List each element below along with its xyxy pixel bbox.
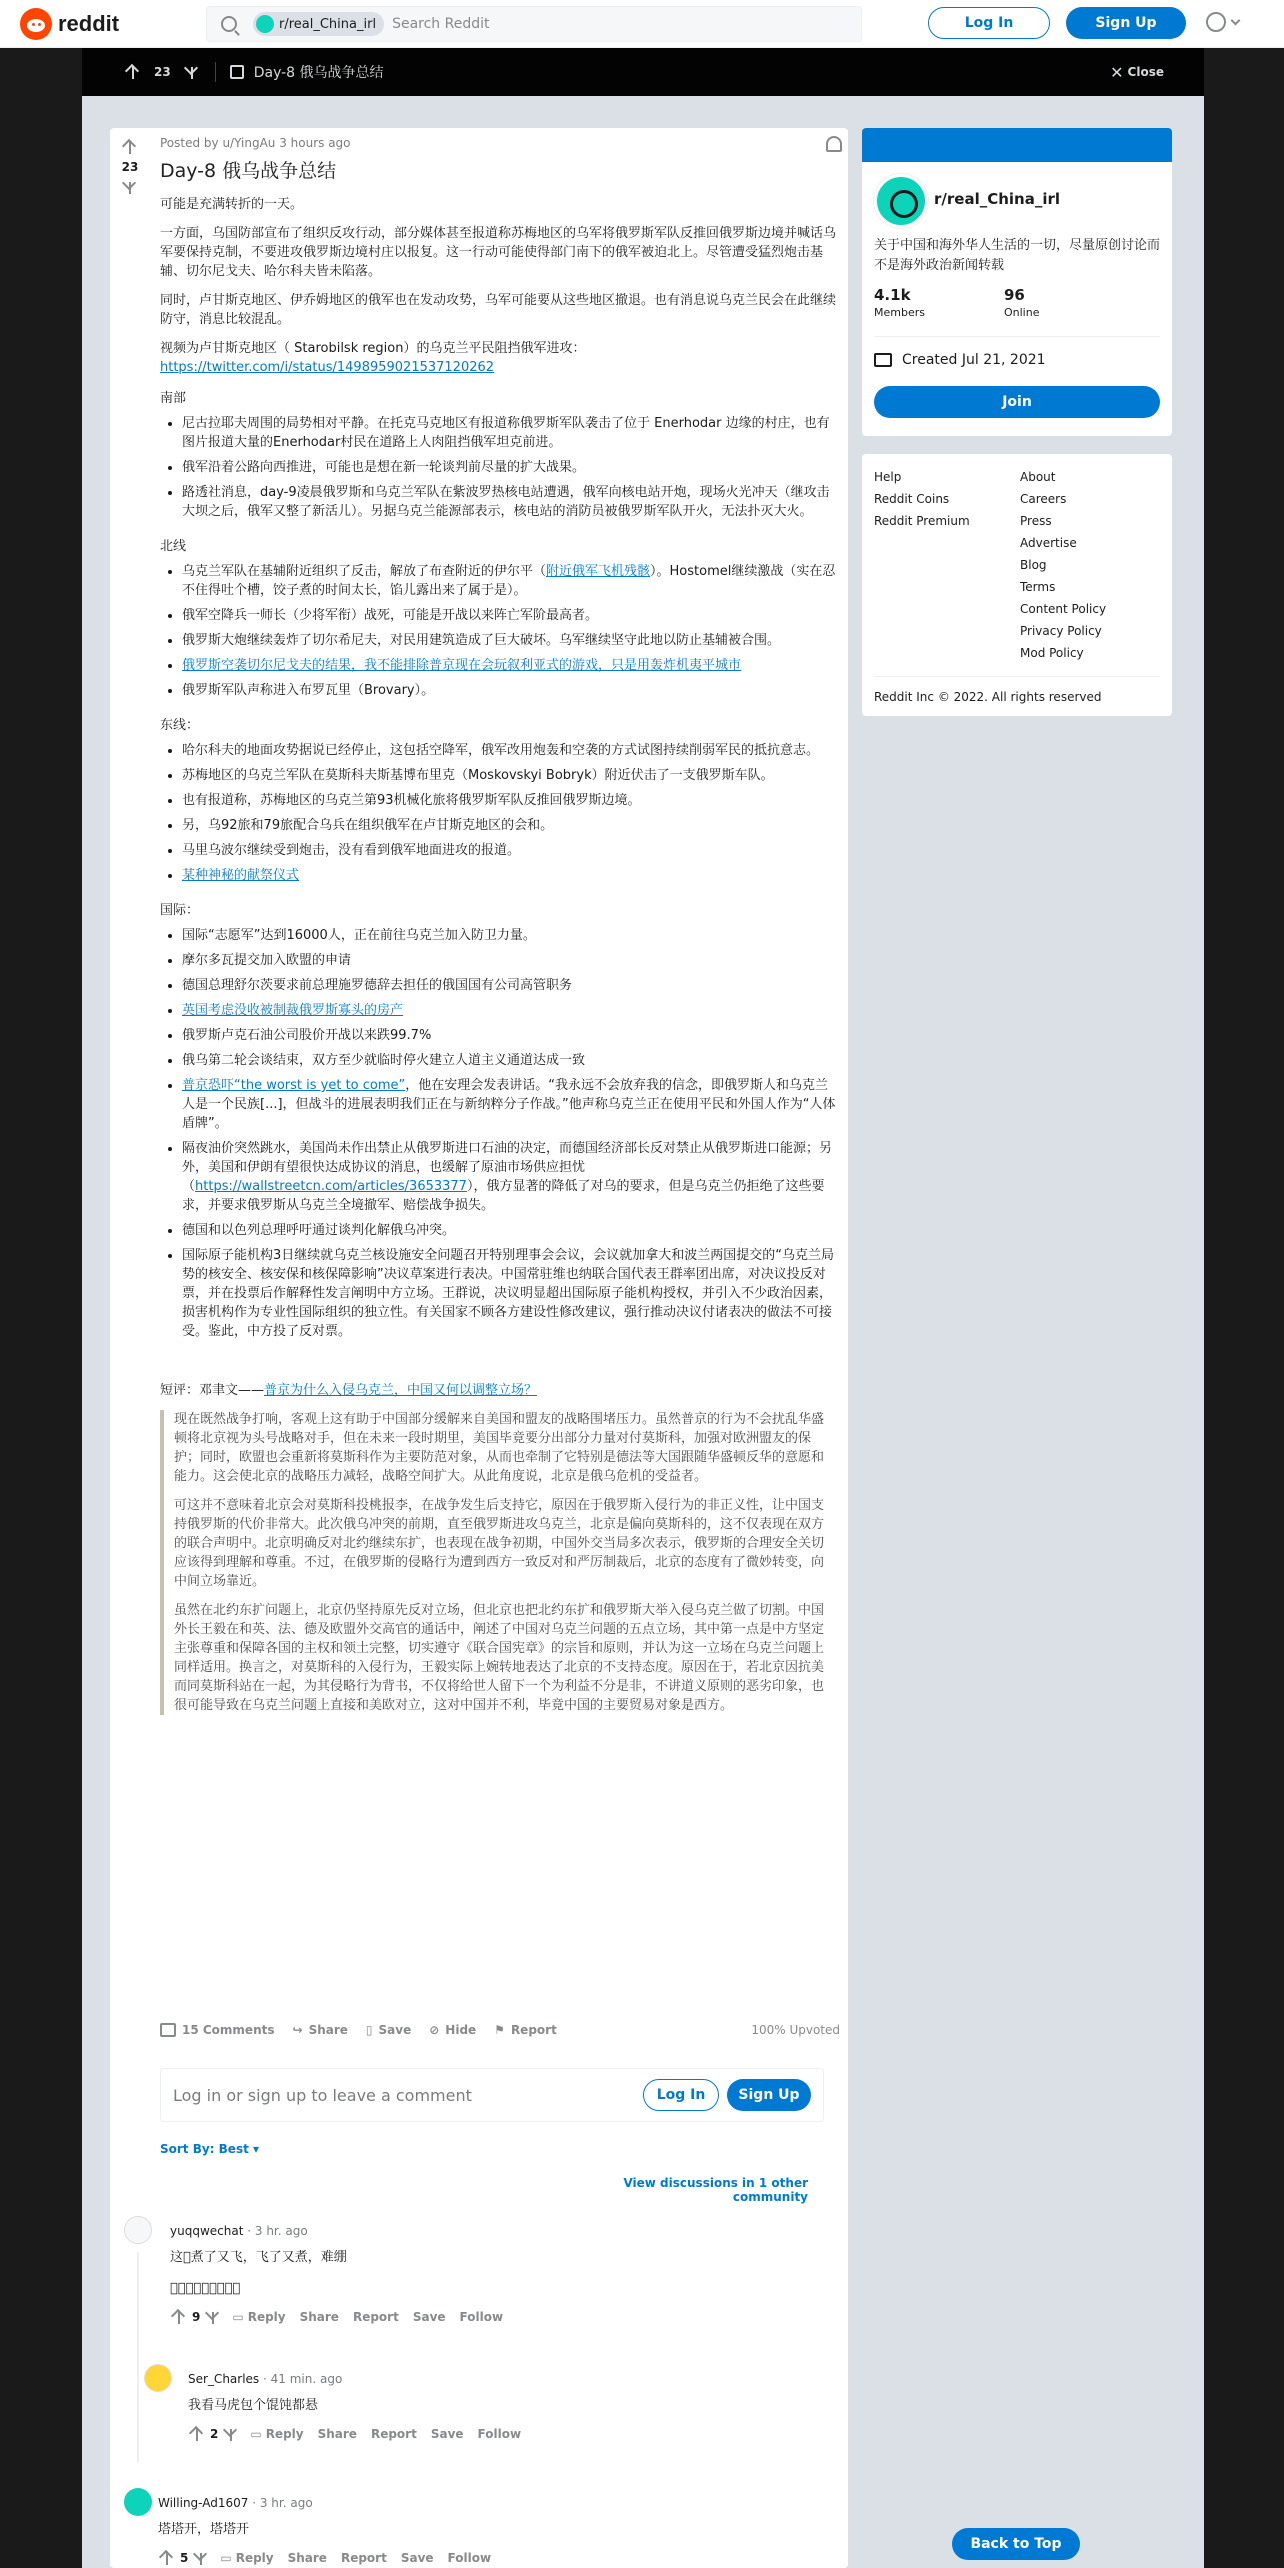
divider <box>874 676 1160 677</box>
copyright: Reddit Inc © 2022. All rights reserved <box>874 690 1102 704</box>
save-button[interactable]: Save <box>400 2551 434 2565</box>
user-menu[interactable] <box>1206 12 1239 32</box>
post-card <box>110 128 848 2568</box>
hide-button[interactable] <box>429 2023 476 2037</box>
report-button[interactable]: Report <box>340 2551 387 2565</box>
back-to-top-button[interactable]: Back to Top <box>952 2528 1080 2560</box>
footer-link-blog[interactable]: Blog <box>1020 558 1047 572</box>
quote-paragraph: 可这并不意味着北京会对莫斯科投桃报李，在战争发生后支持它，原因在于俄罗斯入侵行为的非正义性，让中国支持俄罗斯的代价非常大。此次俄乌冲突的前期，直至俄罗斯进攻乌克兰，北京是偏向莫斯科的，这不仅表现在双方的联合声明中。北京明确反对北约继续东扩，也表现在战争初期，中国外交当局多次表示，俄罗斯的合理安全关切应该得到理解和尊重。不过，在俄罗斯的侵略行为遭到西方一致反对和严厉制裁后，北京的态度有了微妙转变，向中间立场靠近。 <box>174 1498 825 1589</box>
twitter-link[interactable]: https://twitter.com/i/status/1498959021537120262 <box>160 360 495 375</box>
post-content <box>160 136 836 1725</box>
downvote-arrow-icon[interactable] <box>222 2425 240 2443</box>
comments-button[interactable] <box>160 2023 275 2037</box>
short-review <box>160 1381 836 1400</box>
comment-actions <box>158 2549 808 2567</box>
comment-text: 𫪡哥：我的饺子呢𫪡 <box>170 2281 241 2296</box>
online-stat <box>1004 286 1039 319</box>
topbar-title: Day-8 俄乌战争总结 <box>253 65 384 81</box>
list-item: • 德国总理舒尔茨要求前总理施罗德辞去担任的俄国国有公司高管职务 <box>182 976 836 995</box>
comment-login-box <box>160 2068 824 2122</box>
comment-time: · 3 hr. ago <box>252 2496 313 2510</box>
list-text: 乌克兰军队在基辅附近组织了反击，解放了布查附近的伊尔平（ <box>182 564 547 579</box>
comment-author[interactable]: Ser_Charles <box>188 2372 260 2386</box>
comment-meta <box>170 2224 810 2240</box>
downvote-arrow-icon[interactable] <box>192 2549 210 2567</box>
report-label: Report <box>510 2023 557 2037</box>
paragraph: 一方面，乌国防部宣布了组织反攻行动，部分媒体甚至报道称苏梅地区的乌军将俄罗斯军队反推回俄罗斯边境并喊话乌军要保持克制，不要进攻俄罗斯边境村庄以报复。这一行动可能使得部门南下的俄军被迫北上。尽管遭受猛烈炮击基辅、切尔尼戈夫、哈尔科夫皆未陷落。 <box>160 226 837 279</box>
comment-icon: ▭ <box>220 2551 232 2565</box>
share-button[interactable]: Share <box>287 2551 327 2565</box>
footer-links-card <box>862 454 1172 716</box>
footer-link-advertise[interactable]: Advertise <box>1020 536 1077 550</box>
vote-column <box>110 128 150 196</box>
share-button[interactable] <box>293 2023 348 2037</box>
comment-icon: ▭ <box>250 2427 262 2441</box>
downvote-arrow-icon[interactable] <box>121 178 139 196</box>
sort-label: Sort By: Best <box>160 2142 249 2156</box>
downvote-arrow-icon[interactable] <box>204 2308 222 2326</box>
footer-link-coins[interactable]: Reddit Coins <box>874 492 950 506</box>
list-text: ），俄方显著的降低了对乌的要求，但是乌克兰仍拒绝了这些要求，并要求俄罗斯从乌克兰全境撤军、赔偿战争损失。 <box>182 1179 825 1213</box>
members-stat <box>874 286 925 319</box>
subreddit-icon[interactable] <box>874 174 928 228</box>
comment-votes: 5 <box>180 2551 189 2565</box>
follow-button[interactable]: Follow <box>459 2310 504 2324</box>
community-banner <box>862 128 1172 162</box>
report-button[interactable]: Report <box>370 2427 417 2441</box>
south-list <box>182 414 836 521</box>
user-icon <box>1206 12 1226 32</box>
avatar[interactable] <box>124 2488 152 2516</box>
comment-text: 我看马虎包个馄饨都悬 <box>188 2398 319 2413</box>
hide-icon: ⊘ <box>429 2023 440 2037</box>
blockquote <box>160 1410 836 1715</box>
comment-login-button[interactable]: Log In <box>643 2079 719 2111</box>
upvote-ratio: 100% Upvoted <box>751 2023 840 2037</box>
comment-icon: ▭ <box>232 2310 244 2324</box>
article-link[interactable]: 普京为什么入侵乌克兰，中国又何以调整立场？ <box>264 1383 538 1398</box>
share-button[interactable]: Share <box>317 2427 357 2441</box>
list-item: • 俄军沿着公路向西推进，可能也是想在新一轮谈判前尽量的扩大战果。 <box>182 458 836 477</box>
list-item: • 尼古拉耶夫周围的局势相对平静。在托克马克地区有报道称俄罗斯军队袭击了位于 Enerhodar 边缘的村庄，也有图片报道大量的Enerhodar村民在道路上人肉阻挡俄军坦克前进。 <box>182 414 836 452</box>
follow-button[interactable]: Follow <box>477 2427 522 2441</box>
view-discussions-link[interactable]: View discussions in 1 other community <box>623 2176 808 2204</box>
section-heading-south: 南部 <box>160 391 187 406</box>
avatar[interactable] <box>144 2364 172 2392</box>
list-item: • 马里乌波尔继续受到炮击，没有看到俄军地面进攻的报道。 <box>182 841 836 860</box>
created-label: Created Jul 21, 2021 <box>902 352 1046 368</box>
upvote-arrow-icon[interactable] <box>124 63 142 81</box>
caret-down-icon: ▾ <box>253 2142 260 2156</box>
list-item: • 俄罗斯军队声称进入布罗瓦里（Brovary）。 <box>182 681 836 700</box>
avatar[interactable] <box>124 2216 152 2244</box>
divider <box>874 336 1160 337</box>
footer-link-privacy-policy[interactable]: Privacy Policy <box>1020 624 1102 638</box>
footer-link-careers[interactable]: Careers <box>1020 492 1067 506</box>
close-icon: ✕ <box>1110 62 1124 82</box>
subreddit-icon <box>256 15 274 33</box>
community-card <box>862 128 1172 436</box>
list-item: • 俄军空降兵一师长（少将军衔）战死，可能是开战以来阵亡军阶最高者。 <box>182 606 836 625</box>
reddit-logo[interactable] <box>20 8 119 40</box>
logo-text: reddit <box>58 10 120 36</box>
members-count: 4.1k <box>874 286 911 304</box>
chevron-down-icon <box>1231 15 1241 25</box>
online-count: 96 <box>1004 286 1025 304</box>
footer-link-terms[interactable]: Terms <box>1020 580 1056 594</box>
sort-dropdown[interactable] <box>160 2142 259 2156</box>
comment-votes: 2 <box>210 2427 219 2441</box>
downvote-arrow-icon[interactable] <box>183 63 201 81</box>
close-button[interactable] <box>1110 63 1164 82</box>
list-text: ，他在安理会发表讲话。“我永远不会放弃我的信念，即俄罗斯人和乌克兰人是一个民族[...]，但战斗的进展表明我们正在与新纳粹分子作战。”他声称乌克兰正在使用平民和外国人作为“人体盾牌”。 <box>182 1078 836 1131</box>
quote-paragraph: 虽然在北约东扩问题上，北京仍坚持原先反对立场，但北京也把北约东扩和俄罗斯大举入侵乌克兰做了切割。中国外长王毅在和英、法、德及欧盟外交高官的通话中，阐述了中国对乌克兰问题的五点立场，其中第一点是中方坚定主张尊重和保障各国的主权和领土完整，切实遵守《联合国宪章》的宗旨和原则，并认为这一立场在乌克兰问题上同样适用。换言之，对莫斯科的入侵行为，王毅实际上婉转地表达了北京的不支持态度。原因在于，若北京因抗美而同莫斯科站在一起，为其侵略行为背书，不仅将给世人留下一个为利益不分是非，不讲道义原则的恶劣印象，也很可能导致在乌克兰问题上直接和美欧对立，这对中国并不利，毕竟中国的主要贸易对象是西方。 <box>174 1603 825 1713</box>
section-heading-intl: 国际： <box>160 903 200 918</box>
list-item: • 路透社消息，day-9凌晨俄罗斯和乌克兰军队在紫波罗热核电站遭遇，俄军向核电站开炮，现场火光冲天（继攻击大坝之后，俄军又整了新活儿）。另据乌克兰能源部表示，核电站的消防员被俄罗斯军队开火，无法扑灭大火。 <box>182 483 836 521</box>
post-meta: Posted by u/YingAu 3 hours ago <box>160 136 351 150</box>
list-item: • 摩尔多瓦提交加入欧盟的申请 <box>182 951 836 970</box>
list-item: • 苏梅地区的乌克兰军队在莫斯科夫斯基博布里克（Moskovskyi Bobryk）附近伏击了一支俄罗斯车队。 <box>182 766 836 785</box>
comment-time: · 41 min. ago <box>263 2372 343 2386</box>
members-label: Members <box>874 306 925 319</box>
join-button[interactable]: Join <box>874 386 1160 418</box>
list-item: • 也有报道称，苏梅地区的乌克兰第93机械化旅将俄罗斯军队反推回俄罗斯边境。 <box>182 791 836 810</box>
subreddit-description: 关于中国和海外华人生活的一切，尽量原创讨论而不是海外政治新闻转载 <box>874 238 1161 273</box>
section-heading-north: 北线 <box>160 539 187 554</box>
list-item: • 德国和以色列总理呼吁通过谈判化解俄乌冲突。 <box>182 1221 836 1240</box>
footer-link-help[interactable]: Help <box>874 470 902 484</box>
comment-meta <box>158 2496 808 2512</box>
paragraph: 同时，卢甘斯克地区、伊乔姆地区的俄军也在发动攻势，乌军可能要从这些地区撤退。也有消息说乌克兰民会在此继续防守，消息比较混乱。 <box>160 293 837 327</box>
reply-button[interactable]: Reply <box>247 2310 286 2324</box>
short-review-label: 短评：邓聿文—— <box>160 1383 265 1398</box>
putin-speech-link[interactable]: 普京恐吓“the worst is yet to come” <box>182 1078 406 1093</box>
flag-icon: ⚑ <box>494 2023 505 2037</box>
list-text: 隔夜油价突然跳水，美国尚未作出禁止从俄罗斯进口石油的决定，而德国经济部长反对禁止从俄罗斯进口能源；另外，美国和伊朗有望很快达成协议的消息，也缓解了原油市场供应担忧（ <box>182 1141 833 1194</box>
footer-link-mod-policy[interactable]: Mod Policy <box>1020 646 1084 660</box>
upvote-arrow-icon[interactable] <box>188 2425 206 2443</box>
paragraph-text: 视频为卢甘斯克地区（ Starobilsk region）的乌克兰平民阻挡俄军进攻： <box>160 341 586 356</box>
subreddit-name[interactable]: r/real_China_irl <box>934 190 1061 208</box>
list-text: ）。Hostomel继续激战（实在忍不住得吐个槽，饺子煮的时间太长，馅儿露出来了属于是）。 <box>182 564 836 598</box>
topbar-vote-count: 23 <box>154 65 171 79</box>
footer-link-premium[interactable]: Reddit Premium <box>874 514 970 528</box>
login-prompt: Log in or sign up to leave a comment <box>173 2085 472 2105</box>
list-item: • 哈尔科夫的地面攻势据说已经停止，这包括空降军，俄军改用炮轰和空袭的方式试图持续削弱军民的抵抗意志。 <box>182 741 836 760</box>
list-item: • 国际原子能机构3日继续就乌克兰核设施安全问题召开特别理事会会议，会议就加拿大和波兰两国提交的“乌克兰局势的核安全、核安保和核保障影响”决议草案进行表决。中国常驻维也纳联合国代表王群率团出席，对决议投反对票，并在投票后作解释性发言阐明中方立场。王群说，决议明显超出国际原子能机构授权，并引入不少政治因素，损害机构作为专业性国际组织的独立性。有关国家不顾各方建设性修改建议，强行推动决议付诸表决的做法不可接受。鉴此，中方投了反对票。 <box>182 1246 836 1341</box>
upvote-arrow-icon[interactable] <box>121 138 139 156</box>
list-item <box>182 1139 836 1215</box>
text-post-icon <box>230 65 244 79</box>
close-label: Close <box>1127 65 1164 79</box>
search-subreddit-chip[interactable] <box>253 12 384 36</box>
comment-author[interactable]: Willing-Ad1607 <box>158 2496 249 2510</box>
list-item: • 俄罗斯卢克石油公司股价开战以来跌99.7% <box>182 1026 836 1045</box>
comment-actions <box>188 2425 808 2443</box>
save-label: Save <box>378 2023 412 2037</box>
comment-actions <box>170 2308 810 2326</box>
list-item: • 俄乌第二轮会谈结束，双方至少就临时停火建立人道主义通道达成一致 <box>182 1051 836 1070</box>
share-label: Share <box>308 2023 348 2037</box>
post-actions <box>160 2014 840 2046</box>
list-item: • 另，乌92旅和79旅配合乌兵在组织俄军在卢甘斯克地区的会和。 <box>182 816 836 835</box>
footer-link-about[interactable]: About <box>1020 470 1056 484</box>
cake-icon <box>874 353 892 367</box>
section-heading-east: 东线： <box>160 718 200 733</box>
signup-button[interactable]: Sign Up <box>1066 7 1186 39</box>
list-item <box>182 1076 836 1133</box>
chernihiv-airstrike-link[interactable]: 俄罗斯空袭切尔尼戈夫的结果，我不能排除普京现在会玩叙利亚式的游戏，只是用轰炸机夷平城市 <box>182 658 742 673</box>
post-top-bar <box>82 48 1204 96</box>
list-item: • 国际“志愿军”达到16000人，正在前往乌克兰加入防卫力量。 <box>182 926 836 945</box>
comment-text: 塔塔开，塔塔开 <box>158 2522 250 2537</box>
comment-author[interactable]: yuqqwechat <box>170 2224 244 2238</box>
list-item <box>182 1001 836 1020</box>
reply-button[interactable]: Reply <box>265 2427 304 2441</box>
search-chip-label: r/real_China_irl <box>279 16 377 32</box>
site-header <box>0 0 1284 48</box>
search-bar[interactable] <box>206 6 862 42</box>
list-item <box>182 656 836 675</box>
comment-votes: 9 <box>192 2310 201 2324</box>
uk-property-link[interactable]: 英国考虑没收被制裁俄罗斯寡头的房产 <box>182 1003 404 1018</box>
search-icon <box>221 16 237 32</box>
save-button[interactable] <box>366 2023 411 2037</box>
post-title: Day-8 俄乌战争总结 <box>160 160 337 182</box>
list-item: • 俄罗斯大炮继续轰炸了切尔希尼夫，对民用建筑造成了巨大破坏。乌军继续坚守此地以防止基辅被合围。 <box>182 631 836 650</box>
wallstreetcn-link[interactable]: https://wallstreetcn.com/articles/3653377 <box>195 1179 467 1194</box>
online-label: Online <box>1004 306 1040 319</box>
comment-text: 这𫪡煮了又飞，飞了又煮，难绷 <box>170 2250 347 2265</box>
save-button[interactable]: Save <box>412 2310 446 2324</box>
bookmark-icon: ▯ <box>365 2023 373 2037</box>
list-item <box>182 562 836 600</box>
login-button[interactable]: Log In <box>928 7 1050 39</box>
list-item <box>182 866 836 885</box>
reply-button[interactable]: Reply <box>235 2551 274 2565</box>
comment-signup-button[interactable]: Sign Up <box>727 2079 811 2111</box>
east-list <box>182 741 836 885</box>
upvote-arrow-icon[interactable] <box>158 2549 176 2567</box>
paragraph: 可能是充满转折的一天。 <box>160 197 304 212</box>
north-list <box>182 562 836 700</box>
save-button[interactable]: Save <box>430 2427 464 2441</box>
comment-meta <box>188 2372 808 2388</box>
paragraph <box>160 339 836 377</box>
search-input[interactable]: Search Reddit <box>392 16 490 32</box>
hide-label: Hide <box>445 2023 477 2037</box>
follow-button[interactable]: Follow <box>447 2551 492 2565</box>
quote-paragraph: 现在既然战争打响，客观上这有助于中国部分缓解来自美国和盟友的战略围堵压力。虽然普京的行为不会扰乱华盛顿将北京视为头号战略对手，但在未来一段时期里，美国毕竟要分出部分力量对付莫斯科，加强对欧洲盟友的保护；同时，欧盟也会重新将莫斯科作为主要防范对象，从而也牵制了它特别是德法等大国跟随华盛顿反华的意愿和能力。这会使北京的战略压力减轻，战略空间扩大。从此角度说，北京是俄乌危机的受益者。 <box>174 1412 825 1484</box>
share-icon: ↪ <box>292 2023 303 2037</box>
report-button[interactable] <box>494 2023 557 2037</box>
footer-link-press[interactable]: Press <box>1020 514 1052 528</box>
ritual-link[interactable]: 某种神秘的献祭仪式 <box>182 868 300 883</box>
upvote-arrow-icon[interactable] <box>170 2308 188 2326</box>
reddit-snoo-icon <box>20 8 52 40</box>
comment-time: · 3 hr. ago <box>247 2224 308 2238</box>
thread-line[interactable] <box>137 2252 139 2462</box>
share-button[interactable]: Share <box>299 2310 339 2324</box>
vote-count: 23 <box>121 160 139 174</box>
footer-link-content-policy[interactable]: Content Policy <box>1020 602 1107 616</box>
created-date <box>874 352 1046 368</box>
report-button[interactable]: Report <box>352 2310 399 2324</box>
post-body <box>160 195 836 1715</box>
comments-label: 15 Comments <box>182 2023 275 2037</box>
intl-list <box>182 926 836 1341</box>
aircraft-wreck-link[interactable]: 附近俄军飞机残骸 <box>546 564 651 579</box>
comment-icon <box>160 2023 176 2037</box>
divider <box>215 62 216 82</box>
